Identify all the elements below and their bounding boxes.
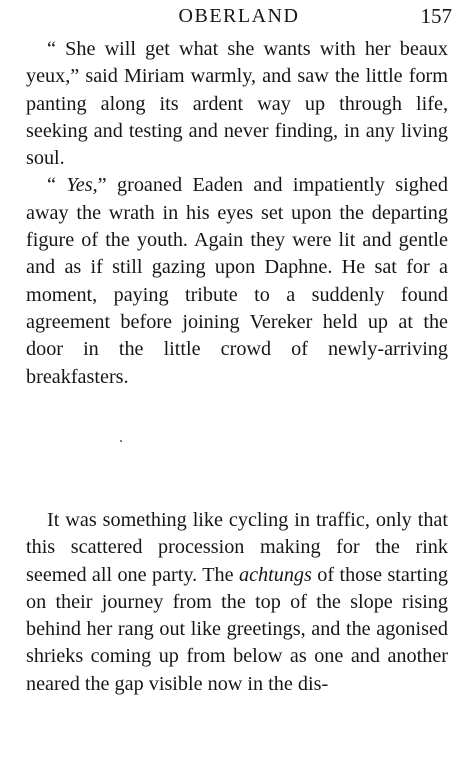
paragraph-eaden (26, 172, 448, 390)
quote-open: “ (47, 174, 67, 197)
page-number: 157 (420, 4, 452, 28)
page-header (26, 3, 452, 29)
italic-achtungs: achtungs (238, 563, 312, 586)
italic-yes: Yes, (66, 174, 98, 197)
paragraph-cycling (26, 507, 448, 698)
paragraph-miriam: “ She will get what she wants with her beaux yeux,” said Miriam warmly, and saw the little form panting along its ardent way up through life, seeking and testing and never finding, in any living soul. (26, 38, 448, 170)
running-head: OBERLAND (178, 5, 300, 27)
paragraph-cycling-end: of those starting on their journey from the top of the slope rising behind her rang out like greetings, and the agonised shrieks coming up from below as one and another neared the gap visible now in the dis- (26, 563, 449, 695)
print-speck (120, 440, 122, 442)
paragraph-eaden-rest: ” groaned Eaden and impatiently sighed away the wrath in his eyes set upon the departing figure of the youth. Again they were lit and gentle and as if still gazing upon Daphne. He sat for a moment, paying tribute to a suddenly found agreement before joining Vereker held up at the door in the little crowd of newly-arriving breakfasters. (26, 174, 448, 388)
text-section-2 (26, 507, 448, 698)
paragraph-cycling-start: It was something like cycling in traffic, only that this scattered procession making for the rink seemed all one party. The (26, 509, 448, 586)
text-section-1 (26, 36, 448, 391)
